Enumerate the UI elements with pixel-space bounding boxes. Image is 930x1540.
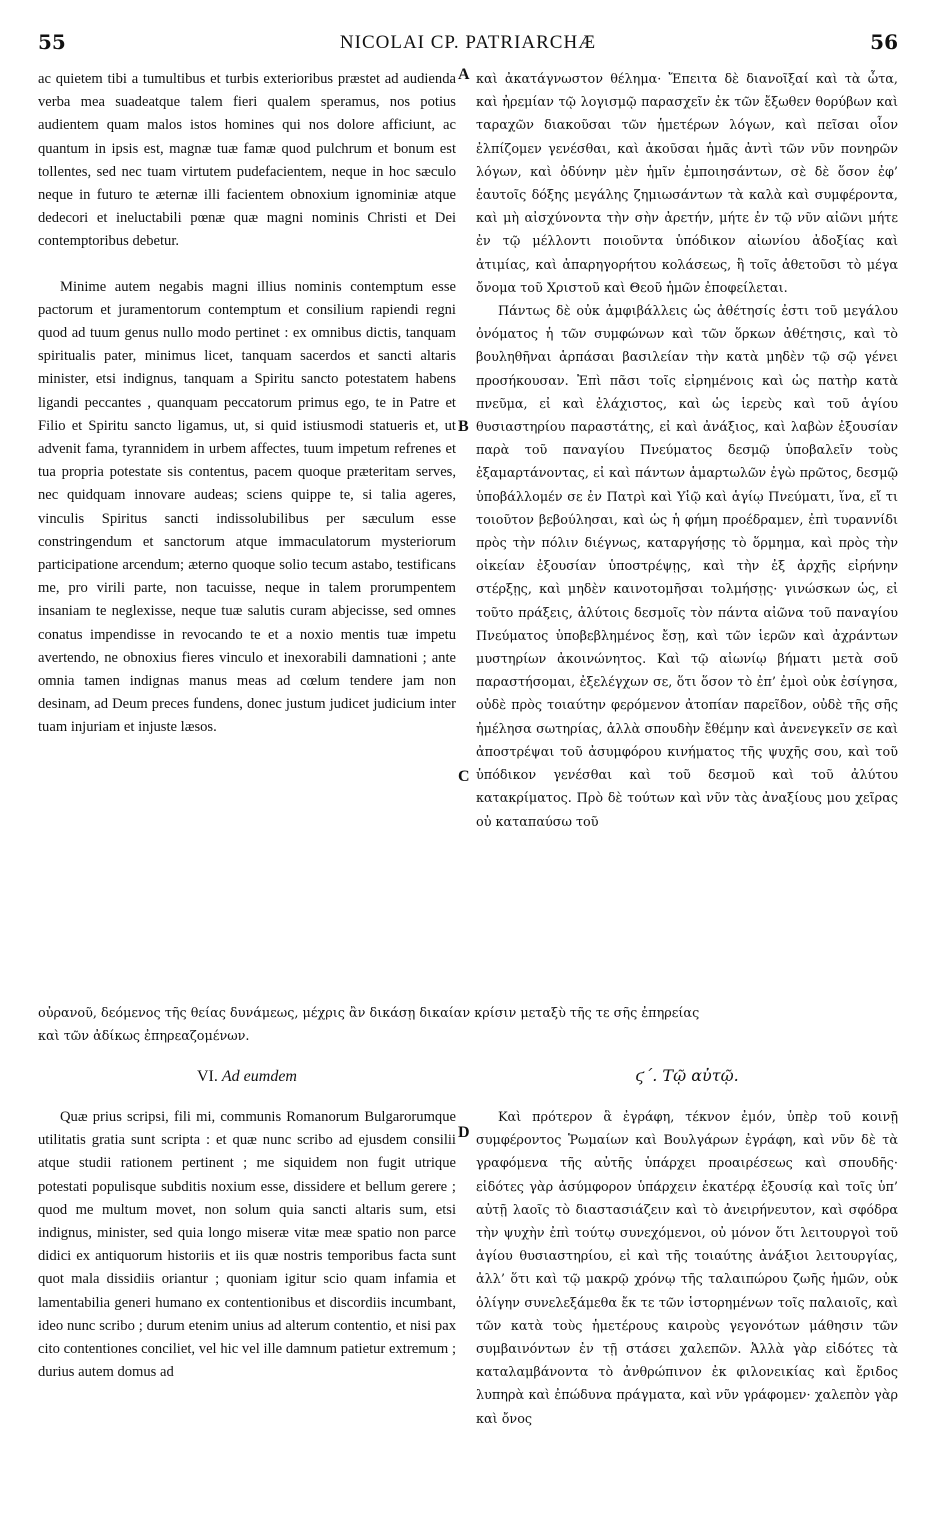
- margin-letter-b: B: [458, 418, 469, 435]
- greek-section-heading: ϛ΄. Τῷ αὐτῷ.: [635, 1066, 739, 1085]
- page-number-right: 56: [870, 30, 898, 54]
- greek-paragraph-3: Καὶ πρότερον ἃ ἐγράφη, τέκνον ἐμόν, ὑπὲρ τοῦ κοινῇ συμφέροντος Ῥωμαίων καὶ Βουλγάρων ἐγράφη, καὶ νῦν δὲ τὰ γραφόμενα τῆς αὐτῆς ὑπάρχει προαιρέσεως καὶ σπουδῆς· εἰδότες γὰρ ἀσύμφορον ὑπάρχειν ἑκατέρᾳ ἐξουσίᾳ καὶ τοῖς ὑπ’ αὐτῇ λαοῖς τὸ διαστασιάζειν καὶ τὸ ἀνειρήνευτον, καὶ σφόδρα τὴν ψυχὴν ἐπὶ τούτῳ συνεχόμενοι, οὐ μόνον ὅτι λειτουργοὶ τοῦ ἁγίου θυσιαστηρίου, εἰ καὶ τῆς τοιαύτης ἀνάξιοι λειτουργίας, ἀλλ’ ὅτι καὶ τῷ μακρῷ χρόνῳ τῆς ταλαιπώρου ζωῆς ἡμῶν, οὐκ ὀλίγην συνελεξάμεθα ἔκ τε τῶν ἱστορημένων τοῖς παλαιοῖς, καὶ τῶν κατὰ τοὺς ἡμετέρους καιροὺς γεγονότων μάθησιν τῶν συμβαινόντων ἐν τῇ στάσει χαλεπῶν. Ἀλλὰ γὰρ εἰδότες τὰ καταλαμβάνοντα τὸ ἀνθρώπινον ἐκ φιλονεικίας καὶ ἔριδος λυπηρὰ καὶ ἐπώδυνα πράγματα, καὶ νῦν γράφομεν· χαλεπὸν γὰρ καὶ ὄνος: [476, 1110, 898, 1427]
- latin-section-title: Ad eumdem: [221, 1068, 297, 1085]
- greek-column-top: [476, 68, 898, 834]
- latin-section-number: VI.: [197, 1068, 218, 1085]
- latin-column-top: [38, 68, 456, 740]
- greek-paragraph-1: καὶ ἀκατάγνωστον θέλημα· Ἔπειτα δὲ διανοῖξαί καὶ τὰ ὦτα, καὶ ἠρεμίαν τῷ λογισμῷ παρασχεῖν ἐκ τῶν ἔξωθεν θορύβων καὶ ταραχῶν διακοῦσαι τῶν ἡμετέρων λόγων, καὶ πεῖσαι οἷον ἐλπίζομεν γενέσθαι, καὶ ἀκοῦσαι ἡμᾶς ἀντὶ τῶν νῦν πονηρῶν λόγων, καὶ ὀδύνην μὲν ἡμῖν ἐμποιησάντων, σὲ δὲ ὅσον ἐφ’ ἑαυτοῖς δόξης μεγάλης ζημιωσάντων τὰ καλὰ καὶ συμφέροντα, καὶ μὴ αἰσχύνοντα τὴν σὴν ἀρετήν, μήτε ἐν τῷ νῦν αἰῶνι μήτε ἐν τῷ μέλλοντι ποιοῦντα ὑπόδικον αἰωνίου ἀδοξίας καὶ ἀτιμίας, καὶ ἀπαρηγορήτου κολάσεως, ἣ τοῖς ἀθετοῦσι τὸ μέγα ὄνομα τοῦ Χριστοῦ καὶ Θεοῦ ἡμῶν ἐποφείλεται.: [476, 72, 898, 296]
- greek-paragraph-2: Πάντως δὲ οὐκ ἀμφιβάλλεις ὡς ἀθέτησίς ἐστι τοῦ μεγάλου ὀνόματος ἡ τῶν συμφώνων καὶ τῶν ὅρκων ἀθέτησις, καὶ τὸ βουληθῆναι ἁρπάσαι βασιλείαν τὴν κατὰ μηδὲν τῷ σῷ γένει προσήκουσαν. Ἐπὶ πᾶσι τοῖς εἰρημένοις καὶ ὡς πατὴρ κατὰ πνεῦμα, εἰ καὶ ἐλάχιστος, καὶ ὡς ἱερεὺς καὶ τοῦ ἁγίου θυσιαστηρίου παραστάτης, εἰ καὶ ἀνάξιος, καὶ λαβὼν ἐξουσίαν παρὰ τοῦ παναγίου Πνεύματος δεσμῷ ὑποβαλεῖν τοὺς ἐξαμαρτάνοντας, εἰ καὶ πάντων ἁμαρτωλῶν ἐγὼ πρῶτος, δεσμῷ ὑποβάλλομέν σε ἐν Πατρὶ καὶ Υἱῷ καὶ ἁγίῳ Πνεύματι, ἵνα, εἴ τι τοιοῦτον βεβούλησαι, καὶ ὡς ἡ φήμη προέδραμεν, ἐπὶ τυραννίδι πρὸς τὴν πόλιν διέγνως, καταργήσῃς τὸ ὅρμημα, καὶ πρὸς τὴν οἰκείαν ἐξουσίαν ὑποστρέψῃς, καὶ τὴν ἐξ ἀρχῆς εἰρήνην στέρξῃς, καὶ μηδὲν καινοτομῆσαι τολμήσῃς· γινώσκων ὡς, εἰ τοῦτο πράξεις, ἀλύτοις δεσμοῖς τὸν πάντα αἰῶνα τοῦ παναγίου Πνεύματος ὑποβεβλημένος ἔσῃ, καὶ τῶν ἱερῶν καὶ ἀχράντων μυστηρίων ἀκοινώνητος. Καὶ τῷ αἰωνίῳ βήματι μετὰ σοῦ παραστήσομαι, ἐξελέγχων σε, ὅτι ὅσον τὸ ἐπ’ ἐμοὶ οὐκ ἐσίγησα, οὐδὲ πρὸς τοιαύτην φερόμενον ἀτοπίαν παρεῖδον, οὐδὲ τῆς σῆς ἠμέλησα σωτηρίας, ἀλλὰ σπουδὴν ἔθέμην καὶ ἀνενεγκεῖν σε καὶ ἀποστρέψαι τοῦ ἀσυμφόρου κινήματος τῆς ψυχῆς σου, καὶ τοῦ ὑπόδικον γενέσθαι καὶ τοῦ δεσμοῦ καὶ τοῦ ἀλύτου κατακρίματος. Πρὸ δὲ τούτων καὶ νῦν τὰς ἀναξίους μου χεῖρας οὐ καταπαύσω τοῦ: [476, 304, 898, 830]
- page-number-left: 55: [38, 30, 66, 54]
- latin-paragraph-2: Minime autem negabis magni illius nominis contemptum esse pactorum et juramentorum contemptum et consilium rapiendi regni quod ad tuum genus nullo modo pertinet : ex omnibus dictis, tanquam spiritualis pater, minimus licet, tanquam sacerdos et sancti altaris minister, etsi indignus, tanquam a Spiritu sancto potestatem habens ligandi peccantes , quanquam peccatorum primus ego, te in Patre et Filio et Spiritu sancto ligamus, ut, si quid istiusmodi statueris et, ut advenit fama, tyrannidem in urbem affectes, tuum impetum refrenes et tua propria potestate sis contentus, pacem quoque præteritam serves, nec quidquam innovare audeas; sciens quippe te, si talia ageres, vinculis Spiritus sancti indissolubilibus per sæculum esse constringendum et sanctorum atque immaculatorum mysteriorum participatione arcendum; æterno quoque solio tecum astabo, testificans me, pro virili parte, non tacuisse, neque in talem prorumpentem insaniam te neglexisse, neque tuæ salutis curam abjecisse, sed omnes conatus impendisse in revocando te et a noxio mentis tuæ impetu avertendo, ne obnoxius fieres vinculo et inexorabili damnationi ; ante omnia tamen indignas manus meas ad cœlum tendere jam non desinam, ad Deum preces fundens, donec justum judicet judicium inter tuam injuriam et injuste læsos.: [38, 278, 456, 736]
- margin-letter-c: C: [458, 768, 470, 785]
- greek-column-bottom: [476, 1106, 898, 1431]
- latin-paragraph-3: Quæ prius scripsi, fili mi, communis Romanorum Bulgarorumque utilitatis gratia sunt scripta : et quæ nunc scribo ad ejusdem consilii atque studii rationem pertinent ; me siquidem non fugit utrique potestati populisque subditis noxium esse, dissidere et bellum gerere ; quod me multum movet, non solum quia sancti altaris sum, etsi indignus, minister, sed quia longo miseræ vitæ meæ spatio non parce didici ex antiquorum historiis et iis quæ nostris temporibus facta sunt quot mala dissidiis oriantur ; quoniam igitur scio quam infamia et lamentabilia generi humano ex contentionibus et discordiis incumbant, ideo nunc scribo ; durum etenim unius ad alterum contentio, et nisi pax cito contentiones conciliet, vel hic vel ille damnum patietur extremum ; durius autem domus ad: [38, 1109, 456, 1381]
- margin-letter-a: A: [458, 66, 470, 83]
- latin-paragraph-1: ac quietem tibi a tumultibus et turbis exterioribus præstet ad audienda verba mea suadeatque talem fieri qualem speramus, nos potius audientem quam malos istos homines qui nos dolore afficiunt, ac quantum in ipsis est, magnæ tuæ famæ quod pulchrum et bonum est tollentes, sed nec tuam virtutem pudefacientem, neque in hoc sæculo neque in futuro te æternæ illi facientem obnoxium ignominiæ atque dedecori et ineluctabili pœnæ quæ magni nominis Christi et Dei contemptoribus debetur.: [38, 71, 456, 250]
- margin-letter-d: D: [458, 1124, 470, 1141]
- latin-column-bottom: [38, 1106, 456, 1384]
- greek-span-line-2: καὶ τῶν ἀδίκως ἐπηρεαζομένων.: [38, 1029, 250, 1044]
- running-header: [38, 30, 898, 60]
- running-title: NICOLAI CP. PATRIARCHÆ: [339, 32, 597, 53]
- latin-section-heading: [38, 1068, 456, 1086]
- greek-span-line-1: οὐρανοῦ, δεόμενος τῆς θείας δυνάμεως, μέχρις ἂν δικάσῃ δικαίαν κρίσιν μεταξὺ τῆς τε σῆς ἐπηρείας: [38, 1006, 700, 1021]
